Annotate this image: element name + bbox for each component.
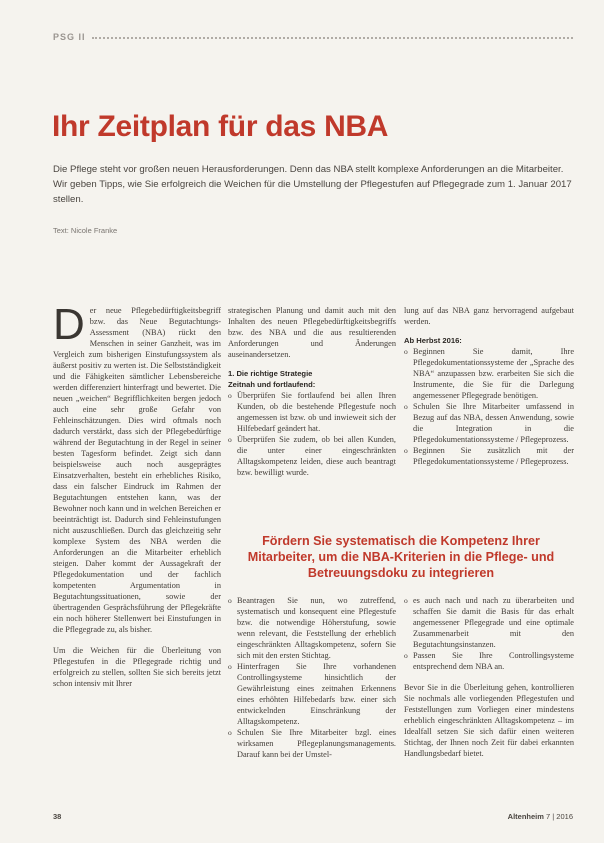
section-subheading: Zeitnah und fortlaufend: [228,380,316,389]
magazine-issue: 7 | 2016 [546,812,573,821]
text-column-3 [404,305,574,525]
text-column-2 [228,305,396,525]
bullet-item: o es auch nach und nach zu überarbeiten und schaffen Sie damit die Basis für das erhalt angemessener Pflegegrade und eine optimale Zusammenarbeit mit den Begutachtungsinstanzen. [404,595,574,650]
magazine-name: Altenheim [507,812,544,821]
bullet-list [228,390,396,478]
paragraph: lung auf das NBA ganz hervorragend aufgebaut werden. [404,306,574,326]
article-byline: Text: Nicole Franke [53,226,118,235]
bullet-item: o Überprüfen Sie fortlaufend bei allen Ihren Kunden, ob die bestehende Pflegestufe noch angemessen ist bzw. ob und inwieweit sich der Hilfebedarf geändert hat. [228,390,396,434]
article-lead: Die Pflege steht vor großen neuen Herausforderungen. Denn das NBA stellt komplexe Anforderungen an die Mitarbeiter. Wir geben Tipps, wie Sie erfolgreich die Weichen für die Umstellung der Pflegestufen auf Pflegegrade zum 1. Januar 2017 stellen. [53,164,572,205]
paragraph: Bevor Sie in die Überleitung gehen, kontrollieren Sie nochmals alle vorliegenden Pflegestufen und Feststellungen zum Vorliegen einer mindestens erheblich eingeschränkten Alltagskompetenz – im Idealfall setzen Sie sich dafür einen weiteren Stichtag, der Ihnen noch Zeit für dabei erkannten Handlungsbedarf bietet. [404,683,574,758]
bullet-item: o Schulen Sie Ihre Mitarbeiter umfassend in Bezug auf das NBA, dessen Anwendung, sowie die Integration in die Pflegedokumentationssysteme / Pflegeprozess. [404,401,574,445]
bullet-item: o Beginnen Sie zusätzlich mit der Pflegedokumentationssysteme / Pflegeprozess. [404,445,574,467]
magazine-info [508,812,573,821]
intro-paragraph [53,305,221,635]
section-heading: 1. Die richtige Strategie [228,369,313,378]
bullet-list [404,595,574,672]
bullet-item: o Überprüfen Sie zudem, ob bei allen Kunden, die unter einer eingeschränkten Alltagskompetenz leiden, diese auch beantragt bzw. bewilligt wurde. [228,434,396,478]
pull-quote: Fördern Sie systematisch die Kompetenz Ihrer Mitarbeiter, um die NBA-Kriterien in die Pflege- und Betreuungsdoku zu integrieren [247,534,555,580]
paragraph: strategischen Planung und damit auch mit den Inhalten des neuen Pflegebedürftigkeitsbegriffs bzw. des NBA und die aus resultierenden Anforderungen und Änderungen auseinandersetzen. [228,306,396,359]
drop-cap: D [53,305,85,349]
page-number: 38 [53,812,62,821]
bullet-item: o Hinterfragen Sie Ihre vorhandenen Controllingsysteme hinsichtlich der Gewährleistung eines zeitnahen Erkennens eines erhöhten Hilfebedarfs bzw. einer sich entwickelnden Einschränkung der Alltagskompetenz. [228,661,396,727]
bullet-item: o Schulen Sie Ihre Mitarbeiter bzgl. eines wirksamen Pflegeplanungsmanagements. Darauf kann bei der Umstel- [228,727,396,760]
paragraph: Um die Weichen für die Überleitung von Pflegestufen in die Pflegegrade richtig und erfolgreich zu stellen, sollten Sie sich bereits jetzt schon intensiv mit Ihrer [53,646,221,688]
article-title: Ihr Zeitplan für das NBA [52,110,389,143]
bullet-list [228,595,396,760]
section-label: PSG II [53,32,86,42]
text-column-1 [53,305,221,825]
bullet-item: o Passen Sie Ihre Controllingsysteme entsprechend dem NBA an. [404,650,574,672]
bullet-list [404,346,574,467]
intro-text: er neue Pflegebedürftigkeitsbegriff bzw. das Neue Begutachtungs-Assessment (NBA) rückt den Menschen in seiner Ganzheit, was im Vergleich zum bisherigen Einstufungssystem als äußerst positiv zu werten ist. Die Selbstständigkeit und die Fähigkeiten sämtlicher Lebensbereiche werden differenziert hinterfragt und bewertet. Die neuen „weichen“ Begrifflichkeiten bergen jedoch auch eine sehr große Gefahr von Fehleinschätzungen. Dies wird oftmals noch dadurch verstärkt, dass sich der Pflegebedürftige während der Begutachtung in der Regel in seiner besten Tagesform befindet. Zeigt sich dann beispielsweise auch noch ausgeprägtes Einsatzverhalten, besteht ein erhebliches Risiko, dass ein falscher Eindruck im Rahmen der Begutachtungen entstehen kann, was der Bewohner noch kann und in welchen Bereichen er beeinträchtigt ist. Dadurch sind Fehleinstufungen nicht auszuschließen. Durch das gleichzeitig sehr komplexe System des NBA werden die Anforderungen an die Mitarbeiter erheblich steigen. Daher kommt der Aussagekraft der Pflegedokumentation und der fachlich kompetenten Argumentation in Begutachtungssituationen, sowie der übertragenden Gesprächsführung der Pflegekräfte ein noch höherer Stellenwert bei Einstufungen in die Pflegegrade zu, als bisher. [53,306,221,634]
bullet-item: o Beantragen Sie nun, wo zutreffend, systematisch und konsequent eine Pflegestufe bzw. die notwendige Höherstufung, sowie wenn relevant, die Feststellung der erheblich eingeschränkten Alltagskompetenz, sofern Sie sich mit den ersten Stichtag. [228,595,396,661]
text-column-5 [404,595,574,825]
section-header [53,30,573,44]
page-footer [53,812,573,826]
bullet-item: o Beginnen Sie damit, Ihre Pflegedokumentationssysteme der „Sprache des NBA“ anzupassen bzw. erarbeiten Sie sich die Instrumente, die Sie für die Darlegung angemessener Pflegegrade benötigen. [404,346,574,401]
section-heading: Ab Herbst 2016: [404,336,462,345]
header-dotted-rule [92,37,573,39]
text-column-4 [228,595,396,790]
